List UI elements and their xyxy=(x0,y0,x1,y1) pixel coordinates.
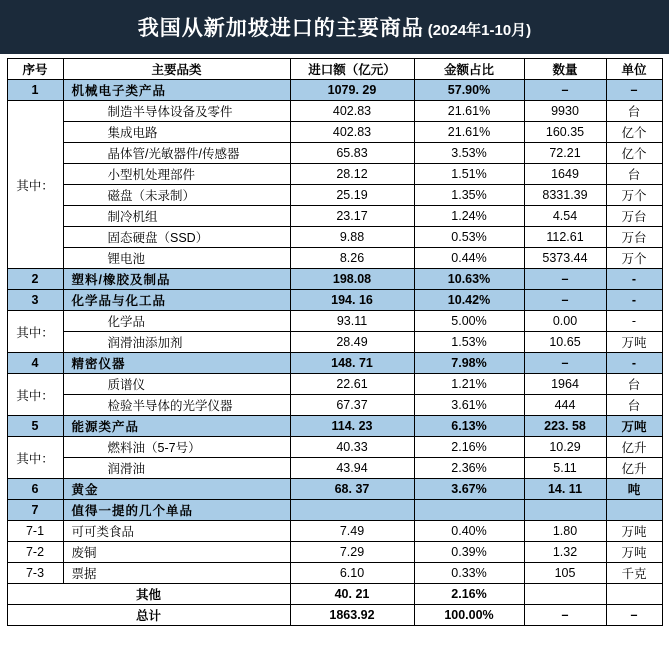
cell-quantity: 112.61 xyxy=(524,227,606,248)
cell-index: 2 xyxy=(7,269,63,290)
cell-other-label: 其他 xyxy=(7,584,290,605)
cell-index: 7-2 xyxy=(7,542,63,563)
cell-total-label: 总计 xyxy=(7,605,290,626)
cell-amount: 25.19 xyxy=(290,185,414,206)
cell-unit: - xyxy=(606,269,662,290)
cell-unit: - xyxy=(606,290,662,311)
cell-category: 锂电池 xyxy=(63,248,290,269)
table-row xyxy=(7,479,662,500)
cell-quantity: 14. 11 xyxy=(524,479,606,500)
document-title-bar xyxy=(0,0,669,54)
cell-index: 1 xyxy=(7,80,63,101)
table-row xyxy=(7,458,662,479)
cell-merged-label-2: 其中： xyxy=(7,311,63,353)
table-row xyxy=(7,269,662,290)
cell-category: 润滑油 xyxy=(63,458,290,479)
cell-share: 1.21% xyxy=(414,374,524,395)
cell-category: 废铜 xyxy=(63,542,290,563)
cell-category: 黄金 xyxy=(63,479,290,500)
cell-category: 塑料/橡胶及制品 xyxy=(63,269,290,290)
cell-share xyxy=(414,500,524,521)
cell-share: 21.61% xyxy=(414,101,524,122)
cell-category: 可可类食品 xyxy=(63,521,290,542)
cell-category: 固态硬盘（SSD） xyxy=(63,227,290,248)
cell-share: 3.53% xyxy=(414,143,524,164)
cell-amount xyxy=(290,500,414,521)
cell-share: 1.53% xyxy=(414,332,524,353)
cell-amount: 402.83 xyxy=(290,122,414,143)
table-row xyxy=(7,248,662,269)
cell-unit: 万吨 xyxy=(606,542,662,563)
cell-amount: 68. 37 xyxy=(290,479,414,500)
cell-category: 机械电子类产品 xyxy=(63,80,290,101)
cell-index: 6 xyxy=(7,479,63,500)
cell-amount: 198.08 xyxy=(290,269,414,290)
cell-amount: 6.10 xyxy=(290,563,414,584)
cell-amount: 65.83 xyxy=(290,143,414,164)
table-row xyxy=(7,311,662,332)
cell-total-amount: 1863.92 xyxy=(290,605,414,626)
cell-share: 3.67% xyxy=(414,479,524,500)
cell-quantity: 1.80 xyxy=(524,521,606,542)
cell-amount: 148. 71 xyxy=(290,353,414,374)
cell-amount: 9.88 xyxy=(290,227,414,248)
imports-table xyxy=(7,58,663,626)
cell-amount: 67.37 xyxy=(290,395,414,416)
table-row xyxy=(7,290,662,311)
cell-unit: 万台 xyxy=(606,206,662,227)
table-row xyxy=(7,185,662,206)
header-share: 金额占比 xyxy=(414,59,524,80)
cell-share: 57.90% xyxy=(414,80,524,101)
cell-unit: 万吨 xyxy=(606,332,662,353)
cell-amount: 402.83 xyxy=(290,101,414,122)
cell-amount: 7.49 xyxy=(290,521,414,542)
table-row xyxy=(7,395,662,416)
cell-share: 1.35% xyxy=(414,185,524,206)
cell-merged-label-4: 其中： xyxy=(7,437,63,479)
table-row xyxy=(7,206,662,227)
cell-amount: 1079. 29 xyxy=(290,80,414,101)
cell-quantity: 0.00 xyxy=(524,311,606,332)
cell-share: 10.63% xyxy=(414,269,524,290)
page-title: 我国从新加坡进口的主要商品 xyxy=(137,17,424,40)
cell-unit xyxy=(606,500,662,521)
cell-amount: 28.49 xyxy=(290,332,414,353)
cell-quantity: 1964 xyxy=(524,374,606,395)
header-unit: 单位 xyxy=(606,59,662,80)
cell-share: 0.33% xyxy=(414,563,524,584)
cell-total-share: 100.00% xyxy=(414,605,524,626)
cell-index: 5 xyxy=(7,416,63,437)
cell-unit: - xyxy=(606,311,662,332)
cell-index: 7 xyxy=(7,500,63,521)
cell-category: 集成电路 xyxy=(63,122,290,143)
table-row xyxy=(7,101,662,122)
cell-unit: – xyxy=(606,80,662,101)
cell-unit: 台 xyxy=(606,374,662,395)
cell-quantity: 72.21 xyxy=(524,143,606,164)
table-row xyxy=(7,416,662,437)
cell-quantity: 160.35 xyxy=(524,122,606,143)
table-row xyxy=(7,227,662,248)
page-title-period: (2024年1-10月) xyxy=(427,22,532,39)
cell-quantity: 5.11 xyxy=(524,458,606,479)
cell-category: 制造半导体设备及零件 xyxy=(63,101,290,122)
cell-unit: 万个 xyxy=(606,185,662,206)
cell-unit: 吨 xyxy=(606,479,662,500)
header-amount: 进口额（亿元） xyxy=(290,59,414,80)
cell-total-quantity: – xyxy=(524,605,606,626)
table-row-other xyxy=(7,584,662,605)
cell-category: 磁盘（未录制） xyxy=(63,185,290,206)
cell-quantity: 5373.44 xyxy=(524,248,606,269)
cell-category: 化学品与化工品 xyxy=(63,290,290,311)
cell-amount: 7.29 xyxy=(290,542,414,563)
cell-share: 3.61% xyxy=(414,395,524,416)
cell-merged-label-3: 其中： xyxy=(7,374,63,416)
cell-category: 制冷机组 xyxy=(63,206,290,227)
cell-unit: 亿升 xyxy=(606,458,662,479)
cell-quantity: 9930 xyxy=(524,101,606,122)
cell-category: 润滑油添加剂 xyxy=(63,332,290,353)
cell-total-unit: – xyxy=(606,605,662,626)
cell-quantity: 223. 58 xyxy=(524,416,606,437)
cell-index: 3 xyxy=(7,290,63,311)
cell-quantity: 10.65 xyxy=(524,332,606,353)
cell-share: 5.00% xyxy=(414,311,524,332)
cell-amount: 43.94 xyxy=(290,458,414,479)
cell-amount: 28.12 xyxy=(290,164,414,185)
cell-unit: - xyxy=(606,353,662,374)
header-index: 序号 xyxy=(7,59,63,80)
cell-share: 6.13% xyxy=(414,416,524,437)
cell-amount: 22.61 xyxy=(290,374,414,395)
table-row xyxy=(7,80,662,101)
cell-other-unit xyxy=(606,584,662,605)
cell-category: 燃料油（5-7号） xyxy=(63,437,290,458)
cell-index: 7-3 xyxy=(7,563,63,584)
cell-unit: 台 xyxy=(606,164,662,185)
cell-category: 晶体管/光敏器件/传感器 xyxy=(63,143,290,164)
cell-quantity xyxy=(524,500,606,521)
header-category: 主要品类 xyxy=(63,59,290,80)
cell-share: 7.98% xyxy=(414,353,524,374)
cell-unit: 亿升 xyxy=(606,437,662,458)
cell-share: 1.51% xyxy=(414,164,524,185)
cell-quantity: 444 xyxy=(524,395,606,416)
cell-amount: 23.17 xyxy=(290,206,414,227)
table-row xyxy=(7,374,662,395)
table-row xyxy=(7,563,662,584)
cell-amount: 194. 16 xyxy=(290,290,414,311)
cell-unit: 万吨 xyxy=(606,416,662,437)
header-row xyxy=(7,59,662,80)
cell-quantity: 105 xyxy=(524,563,606,584)
header-quantity: 数量 xyxy=(524,59,606,80)
cell-share: 0.39% xyxy=(414,542,524,563)
cell-other-share: 2.16% xyxy=(414,584,524,605)
table-row xyxy=(7,122,662,143)
table-row xyxy=(7,332,662,353)
cell-quantity: – xyxy=(524,353,606,374)
table-row xyxy=(7,437,662,458)
cell-share: 0.53% xyxy=(414,227,524,248)
table-row xyxy=(7,542,662,563)
cell-share: 21.61% xyxy=(414,122,524,143)
cell-category: 票据 xyxy=(63,563,290,584)
cell-amount: 93.11 xyxy=(290,311,414,332)
cell-quantity: 1.32 xyxy=(524,542,606,563)
cell-unit: 万台 xyxy=(606,227,662,248)
cell-category: 小型机处理部件 xyxy=(63,164,290,185)
cell-merged-label-1: 其中： xyxy=(7,101,63,269)
cell-amount: 114. 23 xyxy=(290,416,414,437)
cell-share: 10.42% xyxy=(414,290,524,311)
cell-unit: 千克 xyxy=(606,563,662,584)
cell-amount: 8.26 xyxy=(290,248,414,269)
table-row xyxy=(7,143,662,164)
cell-amount: 40.33 xyxy=(290,437,414,458)
table-header xyxy=(7,59,662,80)
cell-share: 2.36% xyxy=(414,458,524,479)
cell-share: 1.24% xyxy=(414,206,524,227)
cell-unit: 亿个 xyxy=(606,143,662,164)
table-row xyxy=(7,353,662,374)
cell-unit: 台 xyxy=(606,395,662,416)
cell-category: 化学品 xyxy=(63,311,290,332)
cell-quantity: 10.29 xyxy=(524,437,606,458)
cell-category: 精密仪器 xyxy=(63,353,290,374)
cell-category: 质谱仪 xyxy=(63,374,290,395)
cell-quantity: – xyxy=(524,80,606,101)
table-body xyxy=(7,80,662,626)
cell-index: 4 xyxy=(7,353,63,374)
cell-share: 0.40% xyxy=(414,521,524,542)
cell-category: 能源类产品 xyxy=(63,416,290,437)
cell-unit: 万个 xyxy=(606,248,662,269)
cell-unit: 万吨 xyxy=(606,521,662,542)
cell-other-amount: 40. 21 xyxy=(290,584,414,605)
cell-quantity: 1649 xyxy=(524,164,606,185)
cell-quantity: – xyxy=(524,290,606,311)
table-row-total xyxy=(7,605,662,626)
cell-index: 7-1 xyxy=(7,521,63,542)
cell-quantity: – xyxy=(524,269,606,290)
cell-quantity: 8331.39 xyxy=(524,185,606,206)
table-row xyxy=(7,500,662,521)
cell-category: 检验半导体的光学仪器 xyxy=(63,395,290,416)
table-row xyxy=(7,521,662,542)
table-row xyxy=(7,164,662,185)
cell-quantity: 4.54 xyxy=(524,206,606,227)
cell-category: 值得一提的几个单品 xyxy=(63,500,290,521)
cell-unit: 台 xyxy=(606,101,662,122)
cell-share: 0.44% xyxy=(414,248,524,269)
cell-unit: 亿个 xyxy=(606,122,662,143)
cell-share: 2.16% xyxy=(414,437,524,458)
cell-other-quantity xyxy=(524,584,606,605)
